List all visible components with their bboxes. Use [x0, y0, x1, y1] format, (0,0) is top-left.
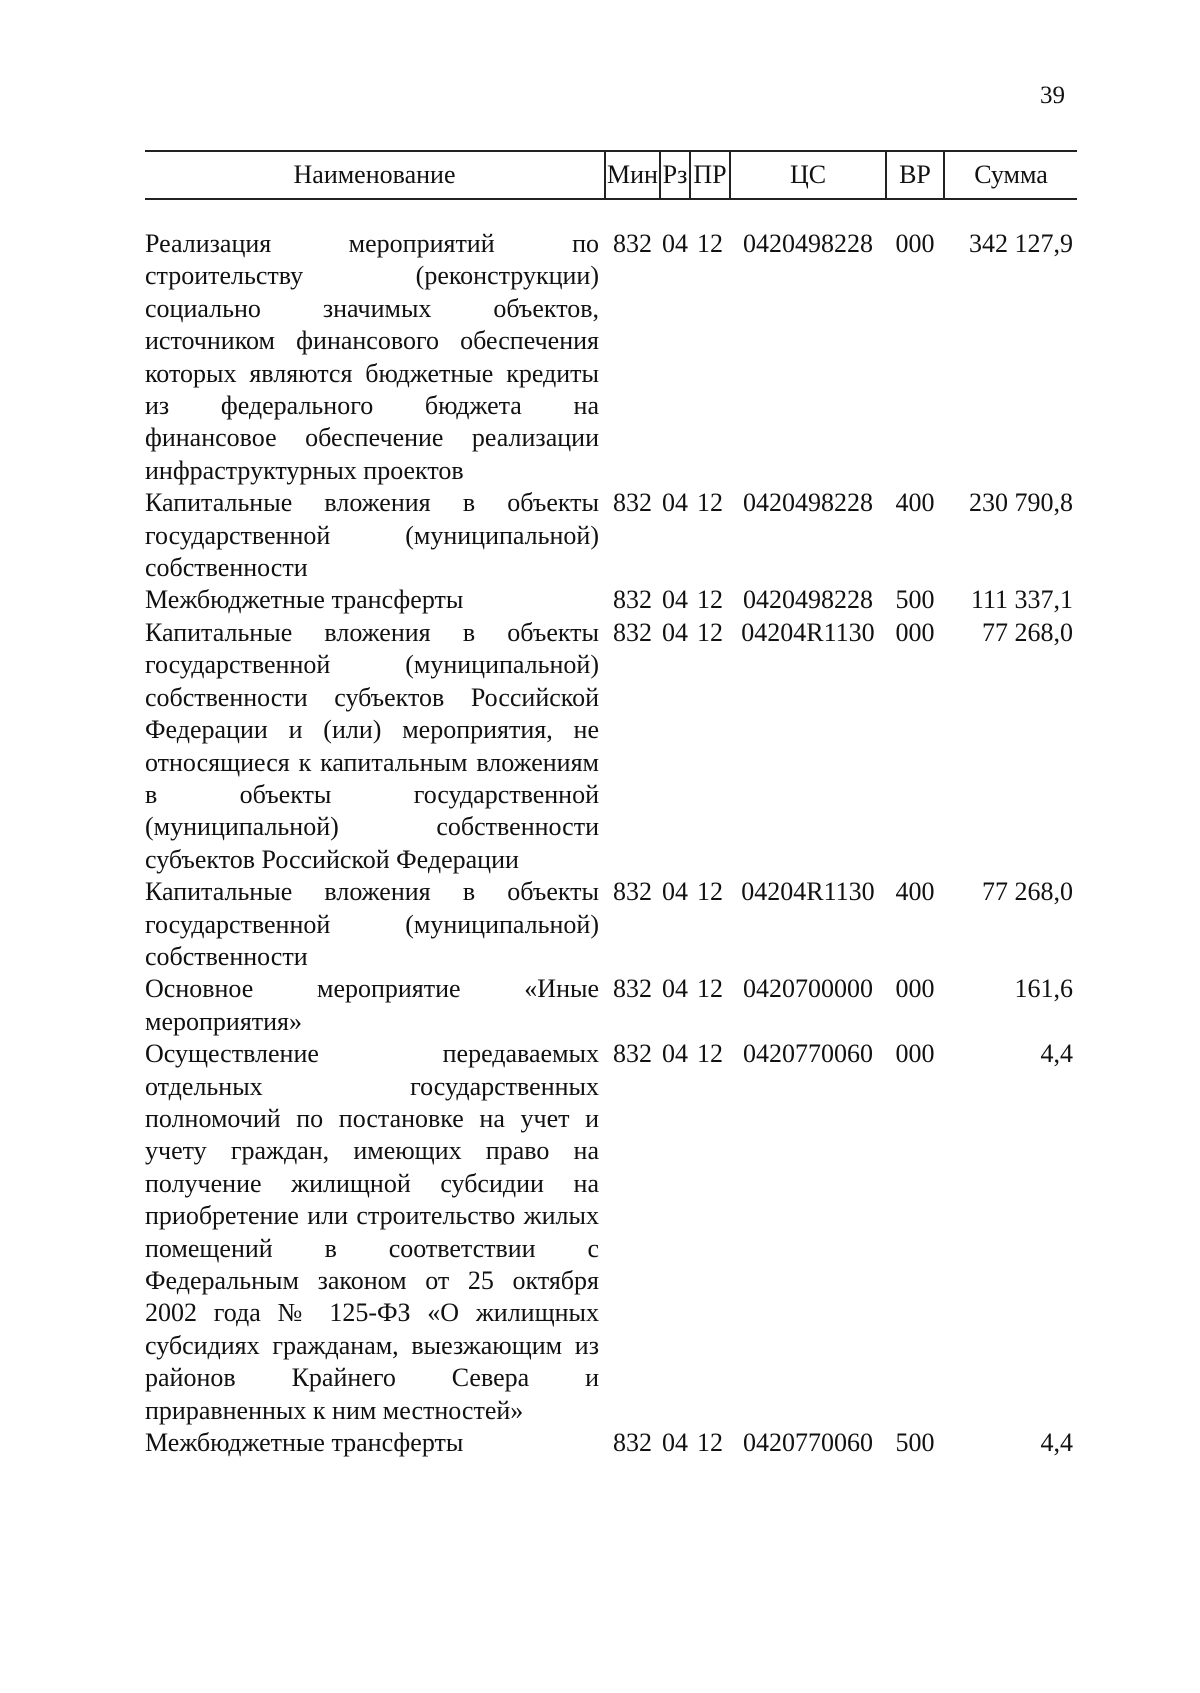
table-row [145, 1427, 1077, 1459]
row-pr: 12 [697, 617, 723, 647]
row-pr: 12 [697, 229, 723, 258]
row-pr: 12 [697, 585, 723, 615]
row-pr: 12 [697, 1428, 723, 1458]
row-vr: 400 [895, 488, 935, 518]
row-vr: 400 [895, 877, 935, 907]
row-cs: 0420700000 [743, 974, 873, 1004]
row-vr: 500 [895, 1428, 935, 1458]
row-cs: 0420498228 [743, 585, 873, 615]
row-name: Капитальные вложения в объекты государственной (муниципальной) собственности [145, 488, 599, 583]
row-rz: 04 [662, 229, 688, 258]
row-sum: 77 268,0 [982, 617, 1073, 647]
row-rz: 04 [662, 1039, 688, 1069]
row-sum: 111 337,1 [970, 585, 1073, 615]
row-name: Осуществление передаваемых отдельных государственных полномочий по постановке на учет и учету граждан, имеющих право на получение жилищной субсидии на приобретение или строительство жилых помещений в соответствии с Федеральным законом от 25 октября 2002 года № 125-ФЗ «О жилищных субсидиях гражданам, выезжающим из районов Крайнего Севера и приравненных к ним местностей» [145, 1039, 599, 1425]
page-number: 39 [1040, 82, 1065, 109]
header-vr: ВР [886, 151, 944, 199]
row-name: Капитальные вложения в объекты государственной (муниципальной) собственности [145, 877, 599, 971]
row-min: 832 [613, 974, 652, 1004]
header-min: Мин [605, 151, 660, 199]
row-vr: 500 [895, 585, 935, 615]
row-min: 832 [613, 617, 652, 647]
row-min: 832 [613, 229, 652, 258]
table-row [145, 487, 1077, 584]
row-name: Межбюджетные трансферты [145, 1428, 464, 1458]
row-sum: 342 127,9 [969, 229, 1073, 258]
row-cs: 0420498228 [743, 488, 873, 518]
row-min: 832 [613, 877, 652, 907]
row-sum: 77 268,0 [982, 877, 1073, 907]
row-min: 832 [613, 488, 652, 518]
row-rz: 04 [662, 1428, 688, 1458]
row-min: 832 [613, 1039, 652, 1069]
row-name: Реализация мероприятий по строительству (реконструкции) социально значимых объектов, источником финансового обеспечения которых являются бюджетные кредиты из федерального бюджета на финансовое обеспечение реализации инфраструктурных проектов [145, 229, 599, 485]
row-cs: 04204R1130 [741, 617, 875, 647]
row-name: Межбюджетные трансферты [145, 585, 464, 615]
header-cs: ЦС [730, 151, 886, 199]
row-vr: 000 [895, 974, 935, 1004]
table-header-row [145, 151, 1077, 199]
header-sum: Сумма [944, 151, 1077, 199]
table-row [145, 584, 1077, 616]
row-sum: 230 790,8 [969, 488, 1073, 518]
row-rz: 04 [662, 585, 688, 615]
row-rz: 04 [662, 617, 688, 647]
row-min: 832 [613, 1428, 652, 1458]
row-pr: 12 [697, 974, 723, 1004]
row-sum: 4,4 [1040, 1039, 1073, 1069]
row-vr: 000 [895, 617, 935, 647]
table-row [145, 973, 1077, 1038]
header-name: Наименование [145, 151, 605, 199]
budget-table [145, 150, 1077, 1459]
row-pr: 12 [697, 877, 723, 907]
row-pr: 12 [697, 488, 723, 518]
row-cs: 0420770060 [743, 1039, 873, 1069]
header-pr: ПР [690, 151, 730, 199]
row-sum: 4,4 [1040, 1428, 1073, 1458]
row-rz: 04 [662, 488, 688, 518]
table-row [145, 1038, 1077, 1427]
row-rz: 04 [662, 877, 688, 907]
row-rz: 04 [662, 974, 688, 1004]
table-row [145, 876, 1077, 973]
row-min: 832 [613, 585, 652, 615]
row-vr: 000 [895, 229, 935, 258]
table-row [145, 228, 1077, 487]
row-cs: 04204R1130 [741, 877, 875, 907]
row-cs: 0420770060 [743, 1428, 873, 1458]
row-vr: 000 [895, 1039, 935, 1069]
table-row [145, 617, 1077, 876]
row-cs: 0420498228 [743, 229, 873, 258]
header-rz: Рз [660, 151, 690, 199]
row-name: Капитальные вложения в объекты государственной (муниципальной) собственности субъектов Российской Федерации и (или) мероприятия, не относящиеся к капитальным вложениям в объекты государственной (муниципальной) собственности субъектов Российской Федерации [145, 617, 599, 874]
row-sum: 161,6 [1014, 974, 1073, 1004]
row-pr: 12 [697, 1039, 723, 1069]
row-name: Основное мероприятие «Иные мероприятия» [145, 974, 599, 1036]
